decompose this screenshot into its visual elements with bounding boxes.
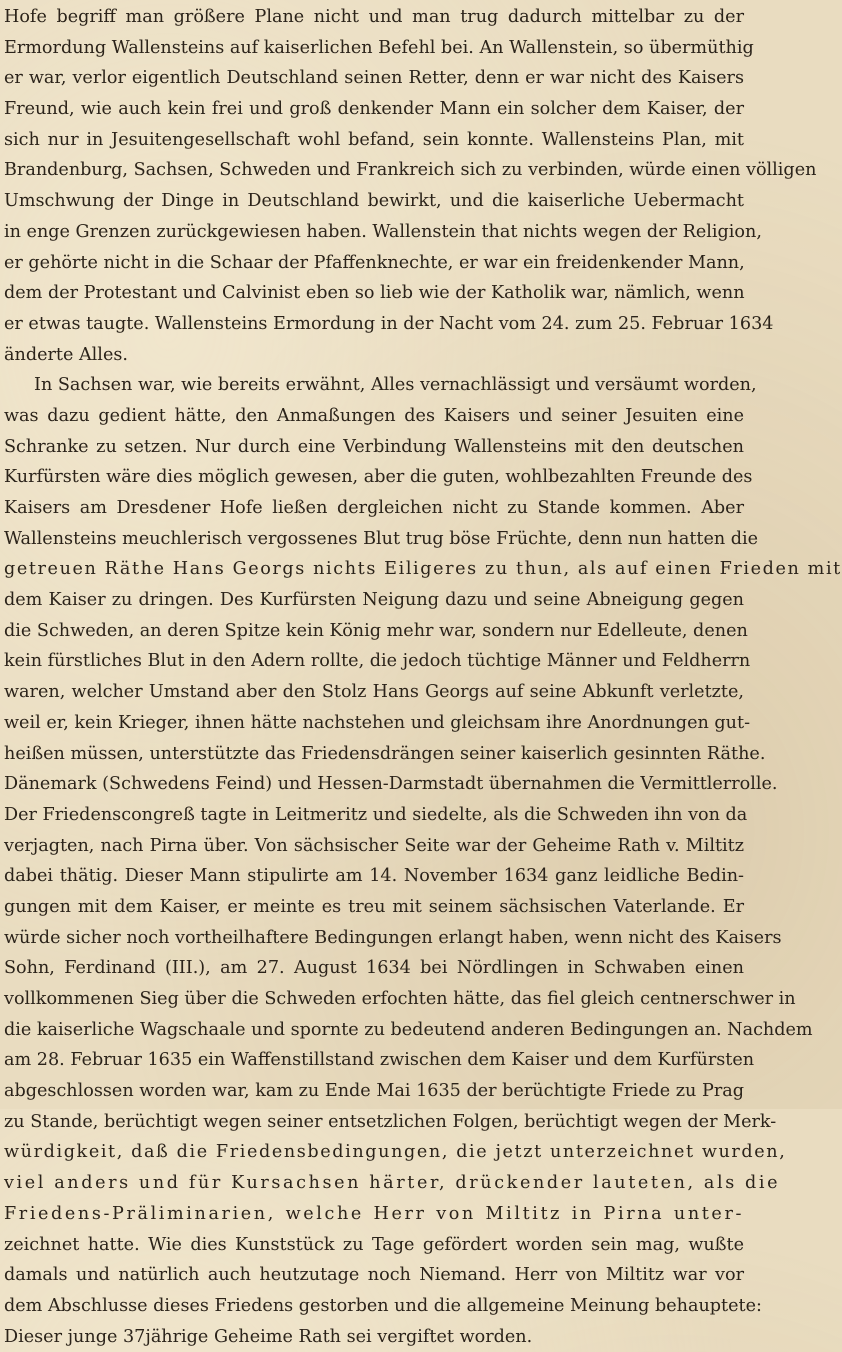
text-line: was dazu gedient hätte, den Anmaßungen des Kaisers und seiner Jesuiten eine bbox=[4, 405, 744, 426]
text-line: dem Abschlusse dieses Friedens gestorben und die allgemeine Meinung behauptete: bbox=[4, 1295, 762, 1316]
text-line: er war, verlor eigentlich Deutschland seinen Retter, denn er war nicht des Kaisers bbox=[4, 68, 744, 89]
text-line: weil er, kein Krieger, ihnen hätte nachstehen und gleichsam ihre Anordnungen gut- bbox=[4, 712, 751, 733]
text-line: heißen müssen, unterstützte das Friedensdrängen seiner kaiserlich gesinnten Räthe. bbox=[4, 743, 766, 764]
text-line: Brandenburg, Sachsen, Schweden und Frankreich sich zu verbinden, würde einen völligen bbox=[4, 160, 817, 181]
text-line: zu Stande, berüchtigt wegen seiner entsetzlichen Folgen, berüchtigt wegen der Merk- bbox=[4, 1111, 777, 1132]
text-line: viel anders und für Kursachsen härter, drückender lauteten, als die bbox=[4, 1173, 781, 1194]
text-line: Kurfürsten wäre dies möglich gewesen, aber die guten, wohlbezahlten Freunde des bbox=[4, 467, 753, 488]
text-line: würde sicher noch vortheilhaftere Bedingungen erlangt haben, wenn nicht des Kaisers bbox=[4, 927, 782, 948]
text-line: damals und natürlich auch heutzutage noch Niemand. Herr von Miltitz war vor bbox=[4, 1265, 744, 1286]
text-line: dem Kaiser zu dringen. Des Kurfürsten Neigung dazu und seine Abneigung gegen bbox=[4, 590, 744, 611]
text-line: sich nur in Jesuitengesellschaft wohl befand, sein konnte. Wallensteins Plan, mit bbox=[4, 129, 744, 150]
text-line: waren, welcher Umstand aber den Stolz Hans Georgs auf seine Abkunft verletzte, bbox=[4, 682, 744, 703]
text-line: Dänemark (Schwedens Feind) und Hessen-Darmstadt übernahmen die Vermittlerrolle. bbox=[4, 774, 778, 795]
text-line: Wallensteins meuchlerisch vergossenes Blut trug böse Früchte, denn nun hatten die bbox=[4, 528, 759, 549]
text-line: Dieser junge 37jährige Geheime Rath sei vergiftet worden. bbox=[4, 1326, 533, 1347]
text-line: abgeschlossen worden war, kam zu Ende Mai 1635 der berüchtigte Friede zu Prag bbox=[4, 1081, 744, 1102]
text-line: dabei thätig. Dieser Mann stipulirte am 14. November 1634 ganz leidliche Bedin- bbox=[4, 866, 744, 887]
text-line: Schranke zu setzen. Nur durch eine Verbindung Wallensteins mit den deutschen bbox=[4, 436, 744, 457]
paragraph-2 bbox=[4, 370, 842, 1352]
text-line: die kaiserliche Wagschaale und spornte zu bedeutend anderen Bedingungen an. Nachdem bbox=[4, 1019, 813, 1040]
text-line: Der Friedenscongreß tagte in Leitmeritz und siedelte, als die Schweden ihn von da bbox=[4, 804, 748, 825]
text-line: die Schweden, an deren Spitze kein König mehr war, sondern nur Edelleute, denen bbox=[4, 620, 748, 641]
text-line: vollkommenen Sieg über die Schweden erfochten hätte, das fiel gleich centnerschwer in bbox=[4, 989, 796, 1009]
text-line: er gehörte nicht in die Schaar der Pfaffenknechte, er war ein freidenkender Mann, bbox=[4, 252, 745, 273]
text-line: am 28. Februar 1635 ein Waffenstillstand zwischen dem Kaiser und dem Kurfürsten bbox=[4, 1050, 755, 1071]
text-line: In Sachsen war, wie bereits erwähnt, Alles vernachlässigt und versäumt worden, bbox=[34, 375, 757, 396]
text-line: Ermordung Wallensteins auf kaiserlichen Befehl bei. An Wallenstein, so übermüthig bbox=[4, 37, 754, 58]
text-line: er etwas taugte. Wallensteins Ermordung in der Nacht vom 24. zum 25. Februar 1634 bbox=[4, 313, 774, 334]
text-line: würdigkeit, daß die Friedensbedingungen, die jetzt unterzeichnet wurden, bbox=[4, 1142, 787, 1163]
text-line: dem der Protestant und Calvinist eben so lieb wie der Katholik war, nämlich, wenn bbox=[4, 283, 745, 304]
paragraph-1 bbox=[4, 0, 817, 370]
text-line: getreuen Räthe Hans Georgs nichts Eiligeres zu thun, als auf einen Frieden mit bbox=[4, 559, 842, 580]
text-line: Sohn, Ferdinand (III.), am 27. August 1634 bei Nördlingen in Schwaben einen bbox=[4, 958, 744, 979]
text-line: Kaisers am Dresdener Hofe ließen dergleichen nicht zu Stande kommen. Aber bbox=[4, 498, 744, 518]
text-line: verjagten, nach Pirna über. Von sächsischer Seite war der Geheime Rath v. Miltitz bbox=[4, 835, 744, 856]
text-line: Hofe begriff man größere Plane nicht und man trug dadurch mittelbar zu der bbox=[4, 7, 744, 27]
text-line: gungen mit dem Kaiser, er meinte es treu mit seinem sächsischen Vaterlande. Er bbox=[4, 896, 744, 917]
text-body bbox=[4, 0, 842, 1352]
text-line: änderte Alles. bbox=[4, 344, 128, 365]
text-line: Umschwung der Dinge in Deutschland bewirkt, und die kaiserliche Uebermacht bbox=[4, 191, 744, 212]
text-line: Freund, wie auch kein frei und groß denkender Mann ein solcher dem Kaiser, der bbox=[4, 99, 744, 120]
text-line: kein fürstliches Blut in den Adern rollte, die jedoch tüchtige Männer und Feldherrn bbox=[4, 651, 751, 672]
text-line: zeichnet hatte. Wie dies Kunststück zu Tage gefördert worden sein mag, wußte bbox=[4, 1234, 744, 1255]
text-line: Friedens-Präliminarien, welche Herr von Miltitz in Pirna unter- bbox=[4, 1203, 744, 1224]
text-line: in enge Grenzen zurückgewiesen haben. Wallenstein that nichts wegen der Religion, bbox=[4, 221, 762, 242]
